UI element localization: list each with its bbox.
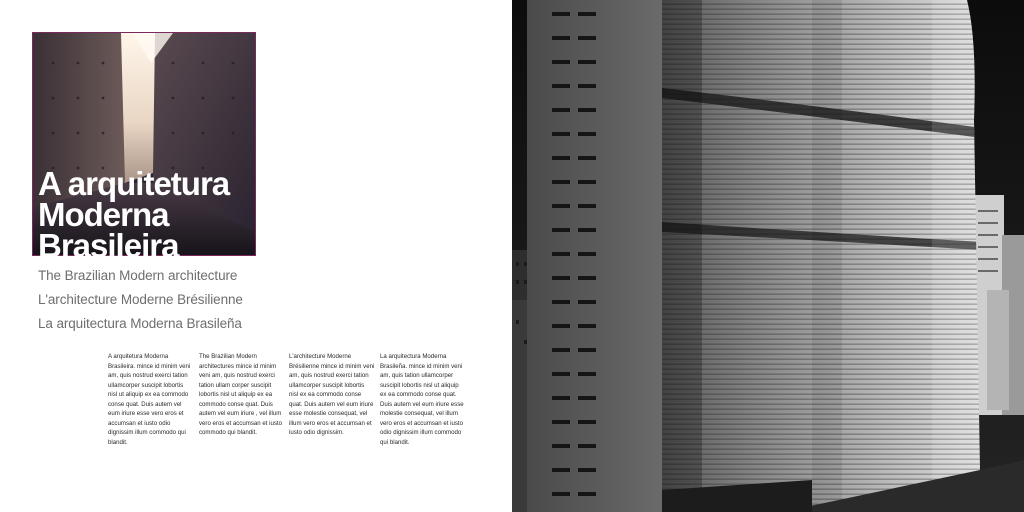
subtitle-english: The Brazilian Modern architecture bbox=[38, 268, 238, 283]
title-line-2: Moderna bbox=[38, 196, 169, 233]
text-column-french: L'architecture Moderne Brésilienne mince id minim veni am, quis nostrud exerci tation ullamcorper suscipit lobortis nisl ex ea commodo conse quat. Duis autem vel eum iriure esse molestie consequat, vel illum vero eros et accumsan et iusto odio dignissim. bbox=[289, 353, 375, 436]
copan-building-photo bbox=[512, 0, 1024, 512]
text-column-portuguese: A arquitetura Moderna Brasileira. mince id minim veni am, quis nostrud exerci tation ullamcorper suscipit lobortis nisl ut aliquip ex ea commodo conse quat. Duis autem vel eum iriure esse vero eros et accumsan et iusto odio dignissim illum commodo qui blandit. bbox=[108, 353, 191, 446]
right-page bbox=[512, 0, 1024, 512]
page-title bbox=[38, 165, 230, 264]
text-column-spanish: La arquitectura Moderna Brasileña. mince id minim veni am, quis tation ullamcorper suscipit lobortis nisl ut aliquip ex ea commodo conse quat. Duis autem vel eum iriure esse molestie consequat, vel illum vero eros et accumsan et iusto odio dignissim illum commodo qui blandit. bbox=[380, 353, 464, 446]
subtitle-french: L'architecture Moderne Brésilienne bbox=[38, 292, 243, 307]
title-line-3: Brasileira bbox=[38, 227, 179, 264]
subtitle-spanish: La arquitectura Moderna Brasileña bbox=[38, 316, 242, 331]
title-line-1: A arquitetura bbox=[38, 165, 230, 202]
text-column-english: The Brazilian Modern architectures mince id minim veni am, quis nostrud exerci tation ullam corper suscipit lobortis nisl ut aliquip ex ea commodo conse quat. Duis autem vel eum iriure , vel illum vero eros et accumsan et iusto commodo qui blandit. bbox=[199, 353, 282, 436]
